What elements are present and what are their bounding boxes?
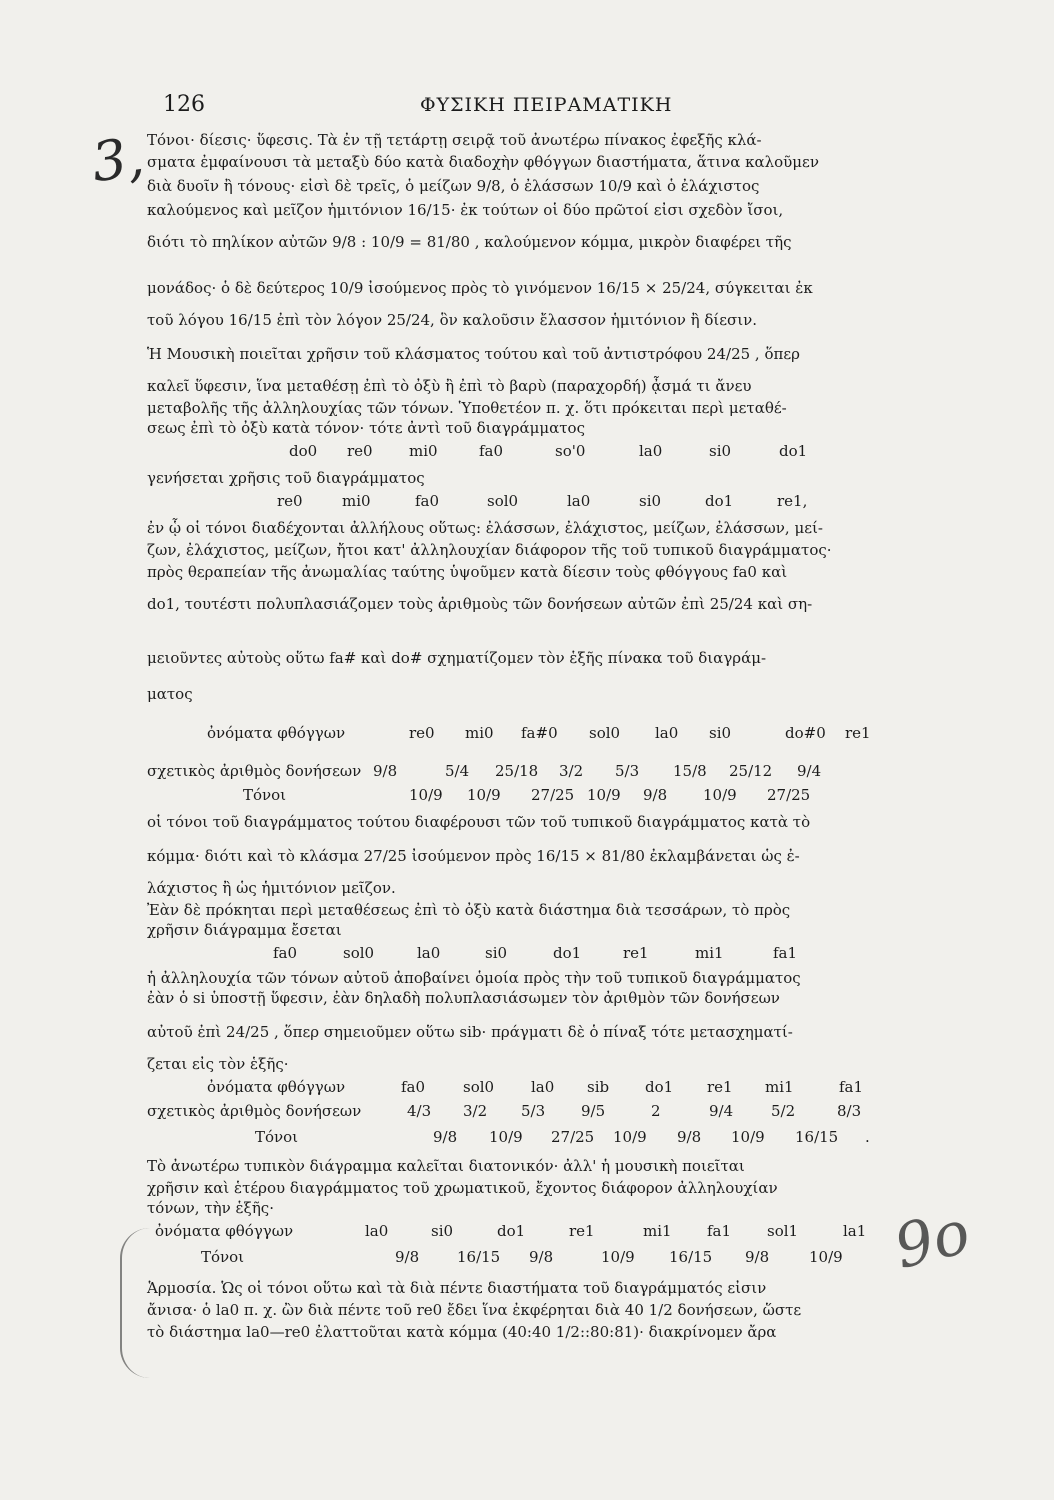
table-cell: 15/8	[673, 762, 707, 780]
table1-names-row	[147, 724, 937, 748]
note: do1	[779, 442, 808, 460]
table-cell: 5/3	[615, 762, 640, 780]
table-cell: 4/3	[407, 1102, 432, 1120]
table-cell: 9/5	[581, 1102, 606, 1120]
note: sol0	[343, 944, 375, 962]
table-cell: 10/9	[409, 786, 443, 804]
table-label: Τόνοι	[243, 786, 287, 804]
text-line: καλούμενος καὶ μεῖζον ἡμιτόνιον 16/15· ἐκ τούτων οἱ δύο πρῶτοί εἰσι σχεδὸν ἴσοι,	[147, 201, 784, 219]
text-line: κόμμα· διότι καὶ τὸ κλάσμα 27/25 ἰσούμενον πρὸς 16/15 × 81/80 ἐκλαμβάνεται ὡς ἐ-	[147, 847, 800, 865]
table-cell: 9/8	[395, 1248, 420, 1266]
note: so'0	[555, 442, 586, 460]
note: fa1	[773, 944, 798, 962]
margin-annotation-3: 3,	[87, 124, 148, 195]
text-line: γενήσεται χρῆσις τοῦ διαγράμματος	[147, 469, 425, 487]
text-line: σεως ἐπὶ τὸ ὀξὺ κατὰ τόνον· τότε ἀντὶ τοῦ διαγράμματος	[147, 419, 585, 437]
text-line: τοῦ λόγου 16/15 ἐπὶ τὸν λόγον 25/24, ὃν καλοῦσιν ἔλασσον ἡμιτόνιον ἢ δίεσιν.	[147, 311, 758, 329]
scale-row-1	[147, 442, 937, 466]
table-cell: 10/9	[489, 1128, 523, 1146]
table2-names-row	[147, 1078, 937, 1102]
text-line: Τὸ ἀνωτέρω τυπικὸν διάγραμμα καλεῖται διατονικόν· ἀλλ' ἡ μουσικὴ ποιεῖται	[147, 1157, 745, 1175]
text-line: ἐν ᾧ οἱ τόνοι διαδέχονται ἀλλήλους οὕτως: ἐλάσσων, ἐλάχιστος, μείζων, ἐλάσσων, μεί-	[147, 519, 823, 537]
table-cell: 10/9	[731, 1128, 765, 1146]
text-line: διὰ δυοῖν ἢ τόνους· εἰσὶ δὲ τρεῖς, ὁ μείζων 9/8, ὁ ἐλάσσων 10/9 καὶ ὁ ἐλάχιστος	[147, 177, 760, 195]
table3-names-row	[147, 1222, 937, 1246]
note: fa0	[273, 944, 298, 962]
table-label: σχετικὸς ἀριθμὸς δονήσεων	[147, 1102, 362, 1120]
note: mi0	[342, 492, 371, 510]
note: la0	[567, 492, 591, 510]
table-cell: 9/4	[797, 762, 822, 780]
table-cell: re1	[845, 724, 871, 742]
table-cell: re0	[409, 724, 435, 742]
text-line: χρῆσιν καὶ ἑτέρου διαγράμματος τοῦ χρωματικοῦ, ἔχοντος διάφορον ἀλληλουχίαν	[147, 1179, 778, 1197]
table-cell: 5/3	[521, 1102, 546, 1120]
note: re1,	[777, 492, 808, 510]
note: sol0	[487, 492, 519, 510]
table-cell: la0	[531, 1078, 555, 1096]
note: si0	[485, 944, 508, 962]
table-cell: 5/2	[771, 1102, 796, 1120]
text-line: do1, τουτέστι πολυπλασιάζομεν τοὺς ἀριθμοὺς τῶν δονήσεων αὐτῶν ἐπὶ 25/24 καὶ ση-	[147, 595, 813, 613]
table-cell: la0	[655, 724, 679, 742]
table-cell: 27/25	[767, 786, 811, 804]
table-cell: 5/4	[445, 762, 470, 780]
text-line: τόνων, τὴν ἑξῆς·	[147, 1199, 274, 1217]
table-cell: 10/9	[601, 1248, 635, 1266]
text-line: μεταβολῆς τῆς ἀλληλουχίας τῶν τόνων. Ὑποθετέον π. χ. ὅτι πρόκειται περὶ μεταθέ-	[147, 399, 787, 417]
text-line: χρῆσιν διάγραμμα ἔσεται	[147, 921, 342, 939]
note: mi1	[695, 944, 724, 962]
table-label: ὀνόματα φθόγγων	[207, 724, 346, 742]
table-cell: 9/8	[643, 786, 668, 804]
table2-tones-row	[147, 1128, 937, 1152]
note: re0	[277, 492, 303, 510]
table-cell: re1	[569, 1222, 595, 1240]
text-line: ἡ ἀλληλουχία τῶν τόνων αὐτοῦ ἀποβαίνει ὁμοία πρὸς τὴν τοῦ τυπικοῦ διαγράμματος	[147, 969, 801, 987]
table-cell: fa1	[707, 1222, 732, 1240]
table-cell: 10/9	[467, 786, 501, 804]
text-line: σματα ἐμφαίνουσι τὰ μεταξὺ δύο κατὰ διαδοχὴν φθόγγων διαστήματα, ἅτινα καλοῦμεν	[147, 153, 819, 171]
table-cell: sol0	[589, 724, 621, 742]
table-cell: fa#0	[521, 724, 558, 742]
table-cell: 10/9	[613, 1128, 647, 1146]
table-cell: 9/8	[745, 1248, 770, 1266]
text-line: ζεται εἰς τὸν ἑξῆς·	[147, 1055, 289, 1073]
text-line: Ἡ Μουσικὴ ποιεῖται χρῆσιν τοῦ κλάσματος τούτου καὶ τοῦ ἀντιστρόφου 24/25 , ὅπερ	[147, 345, 800, 363]
table-cell: .	[865, 1128, 870, 1146]
note: si0	[709, 442, 732, 460]
table3-tones-row	[147, 1248, 937, 1272]
text-line: ἄνισα· ὁ la0 π. χ. ὢν διὰ πέντε τοῦ re0 ἔδει ἵνα ἐκφέρηται διὰ 40 1/2 δονήσεων, ὥστε	[147, 1301, 802, 1319]
text-line: καλεῖ ὕφεσιν, ἵνα μεταθέσῃ ἐπὶ τὸ ὀξὺ ἢ ἐπὶ τὸ βαρὺ (παραχορδή) ᾆσμά τι ἄνευ	[147, 377, 752, 395]
table-label: ὀνόματα φθόγγων	[207, 1078, 346, 1096]
table-cell: mi1	[643, 1222, 672, 1240]
page-number: 126	[163, 92, 205, 117]
text-line: ἐὰν ὁ si ὑποστῇ ὕφεσιν, ἐὰν δηλαδὴ πολυπλασιάσωμεν τὸν ἀριθμὸν τῶν δονήσεων	[147, 989, 780, 1007]
table-cell: 10/9	[703, 786, 737, 804]
table-cell: 10/9	[809, 1248, 843, 1266]
text-line: λάχιστος ἢ ὡς ἡμιτόνιον μεῖζον.	[147, 879, 396, 897]
table-cell: 27/25	[551, 1128, 595, 1146]
running-head: ΦΥΣΙΚΗ ΠΕΙΡΑΜΑΤΙΚΗ	[420, 94, 673, 116]
table2-ratio-row	[147, 1102, 937, 1126]
table-cell: mi0	[465, 724, 494, 742]
note: si0	[639, 492, 662, 510]
table-cell: 9/8	[433, 1128, 458, 1146]
text-line: τὸ διάστημα la0—re0 ἐλαττοῦται κατὰ κόμμα (40:40 1/2::80:81)· διακρίνομεν ἄρα	[147, 1323, 777, 1341]
scale-row-2	[147, 492, 937, 516]
note: re0	[347, 442, 373, 460]
table-label: Τόνοι	[255, 1128, 299, 1146]
table-cell: re1	[707, 1078, 733, 1096]
table-cell: 16/15	[795, 1128, 839, 1146]
note: fa0	[415, 492, 440, 510]
table-cell: si0	[431, 1222, 454, 1240]
margin-annotation-9: 9ο	[887, 1197, 977, 1283]
table-cell: 8/3	[837, 1102, 862, 1120]
note: la0	[639, 442, 663, 460]
table-cell: 25/18	[495, 762, 539, 780]
text-line: μειοῦντες αὐτοὺς οὕτω fa# καὶ do# σχηματίζομεν τὸν ἑξῆς πίνακα τοῦ διαγράμ-	[147, 649, 767, 667]
table-cell: fa1	[839, 1078, 864, 1096]
table-cell: do1	[645, 1078, 674, 1096]
note: do1	[705, 492, 734, 510]
table-cell: sol1	[767, 1222, 799, 1240]
table-label: Τόνοι	[201, 1248, 245, 1266]
scale-row-3	[147, 944, 937, 968]
table-cell: 25/12	[729, 762, 773, 780]
note: mi0	[409, 442, 438, 460]
table-cell: 27/25	[531, 786, 575, 804]
text-line: μονάδος· ὁ δὲ δεύτερος 10/9 ἰσούμενος πρὸς τὸ γινόμενον 16/15 × 25/24, σύγκειται ἐκ	[147, 279, 813, 297]
note: do0	[289, 442, 318, 460]
table-cell: la0	[365, 1222, 389, 1240]
table-cell: sib	[587, 1078, 610, 1096]
text-line: Ἁρμοσία. Ὡς οἱ τόνοι οὕτω καὶ τὰ διὰ πέντε διαστήματα τοῦ διαγράμματός εἰσιν	[147, 1279, 767, 1297]
table-cell: 16/15	[457, 1248, 501, 1266]
table-cell: 9/8	[677, 1128, 702, 1146]
table-cell: fa0	[401, 1078, 426, 1096]
table-cell: 3/2	[463, 1102, 488, 1120]
table-label: ὀνόματα φθόγγων	[155, 1222, 294, 1240]
text-line: πρὸς θεραπείαν τῆς ἀνωμαλίας ταύτης ὑψοῦμεν κατὰ δίεσιν τοὺς φθόγγους fa0 καὶ	[147, 563, 788, 581]
text-line: οἱ τόνοι τοῦ διαγράμματος τούτου διαφέρουσι τῶν τοῦ τυπικοῦ διαγράμματος κατὰ τὸ	[147, 813, 811, 831]
table-cell: si0	[709, 724, 732, 742]
table-cell: 10/9	[587, 786, 621, 804]
note: do1	[553, 944, 582, 962]
table-cell: do#0	[785, 724, 826, 742]
text-line: Τόνοι· δίεσις· ὕφεσις. Τὰ ἐν τῇ τετάρτῃ σειρᾷ τοῦ ἀνωτέρω πίνακος ἐφεξῆς κλά-	[147, 131, 762, 149]
table-cell: 9/8	[529, 1248, 554, 1266]
text-line: Ἐὰν δὲ πρόκηται περὶ μεταθέσεως ἐπὶ τὸ ὀξὺ κατὰ διάστημα διὰ τεσσάρων, τὸ πρὸς	[147, 901, 791, 919]
text-line: ματος	[147, 685, 193, 703]
note: la0	[417, 944, 441, 962]
table-cell: sol0	[463, 1078, 495, 1096]
table-cell: 9/4	[709, 1102, 734, 1120]
text-line: ζων, ἐλάχιστος, μείζων, ἤτοι κατ' ἀλληλουχίαν διάφορον τῆς τοῦ τυπικοῦ διαγράμματος·	[147, 541, 832, 559]
table-label: σχετικὸς ἀριθμὸς δονήσεων	[147, 762, 362, 780]
table-cell: do1	[497, 1222, 526, 1240]
table-cell: 9/8	[373, 762, 398, 780]
text-line: αὐτοῦ ἐπὶ 24/25 , ὅπερ σημειοῦμεν οὕτω sib· πράγματι δὲ ὁ πίναξ τότε μετασχηματί-	[147, 1023, 793, 1041]
text-line: διότι τὸ πηλίκον αὐτῶν 9/8 : 10/9 = 81/80 , καλούμενον κόμμα, μικρὸν διαφέρει τῆς	[147, 233, 792, 251]
table-cell: 3/2	[559, 762, 584, 780]
note: fa0	[479, 442, 504, 460]
note: re1	[623, 944, 649, 962]
table-cell: mi1	[765, 1078, 794, 1096]
margin-bracket	[120, 1228, 150, 1378]
table-cell: 16/15	[669, 1248, 713, 1266]
table1-ratio-row	[147, 762, 937, 786]
table1-tones-row	[147, 786, 937, 810]
table-cell: la1	[843, 1222, 867, 1240]
table-cell: 2	[651, 1102, 661, 1120]
